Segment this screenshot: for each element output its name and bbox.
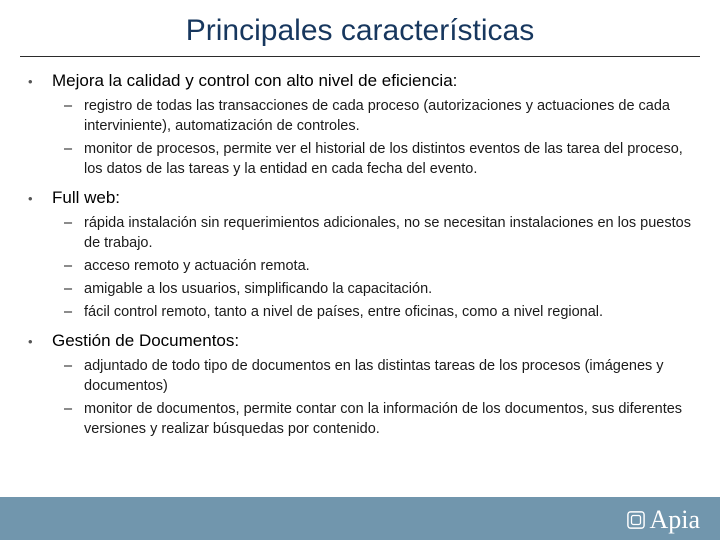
section-heading: Gestión de Documentos: [52, 331, 240, 350]
list-item [64, 356, 696, 396]
dash-marker: – [64, 401, 73, 417]
section-full-web [0, 185, 720, 322]
dash-marker: – [64, 358, 73, 374]
list-item-text: adjuntado de todo tipo de documentos en las distintas tareas de los procesos (imágenes y documentos) [84, 358, 664, 394]
list-item [64, 302, 696, 322]
list-item [64, 399, 696, 439]
dash-marker: – [64, 141, 73, 157]
list-item [64, 139, 696, 179]
section-gestion-documentos [0, 328, 720, 439]
apia-logo [627, 505, 700, 535]
section-heading: Mejora la calidad y control con alto nivel de eficiencia: [52, 71, 458, 90]
dash-marker: – [64, 281, 73, 297]
dash-marker: – [64, 304, 73, 320]
list-item-text: fácil control remoto, tanto a nivel de países, entre oficinas, como a nivel regional. [84, 304, 604, 320]
dash-marker: – [64, 258, 73, 274]
list-item-text: monitor de documentos, permite contar con la información de los documentos, sus diferentes versiones y realizar búsquedas por contenido. [84, 401, 683, 437]
list-item-text: amigable a los usuarios, simplificando la capacitación. [84, 281, 433, 297]
dash-marker: – [64, 98, 73, 114]
title-divider [20, 56, 700, 57]
apia-logo-icon [627, 511, 645, 529]
list-item-text: rápida instalación sin requerimientos adicionales, no se necesitan instalaciones en los puestos de trabajo. [84, 215, 691, 251]
bullet-marker: • [28, 74, 33, 89]
bullet-marker: • [28, 334, 33, 349]
footer-bar [0, 497, 720, 540]
logo-text: Apia [649, 505, 700, 534]
slide-title: Principales características [185, 14, 535, 47]
slide-content [0, 68, 720, 442]
list-item [64, 96, 696, 136]
list-item-text: acceso remoto y actuación remota. [84, 258, 310, 274]
sub-list [0, 96, 720, 179]
dash-marker: – [64, 215, 73, 231]
list-item [64, 279, 696, 299]
list-item-text: registro de todas las transacciones de cada proceso (autorizaciones y actuaciones de cada interviniente), automatización de controles. [84, 98, 670, 134]
list-item [64, 256, 696, 276]
sub-list [0, 356, 720, 439]
list-item-text: monitor de procesos, permite ver el historial de los distintos eventos de las tarea del proceso, los datos de las tareas y la entidad en cada fecha del evento. [84, 141, 683, 177]
sub-list [0, 213, 720, 322]
list-item [64, 213, 696, 253]
bullet-marker: • [28, 191, 33, 206]
section-heading: Full web: [52, 188, 121, 207]
section-eficiencia [0, 68, 720, 179]
